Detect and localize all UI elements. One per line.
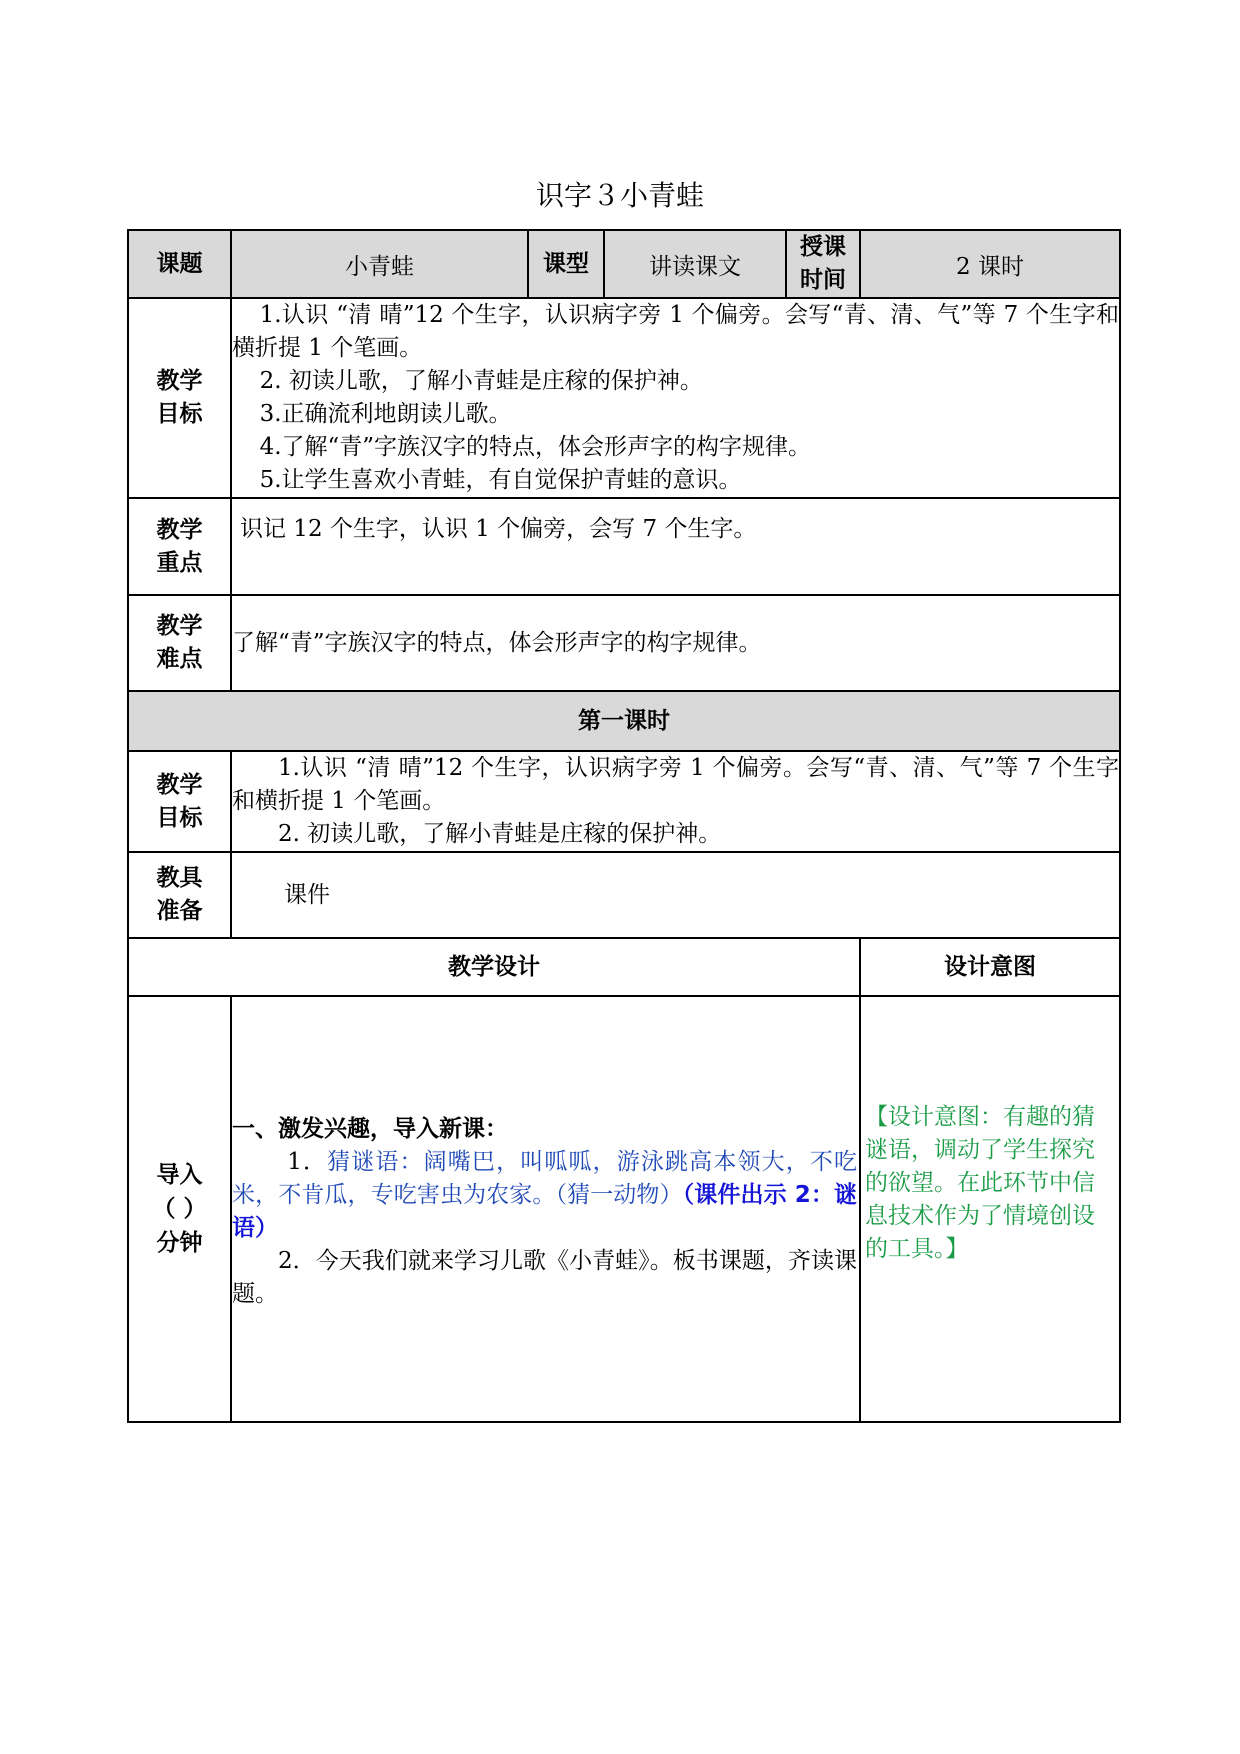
lesson-goals-content (231, 751, 1120, 852)
key-points-row (128, 498, 1120, 595)
difficulties-row (128, 595, 1120, 691)
tools-label-line2: 准备 (156, 898, 203, 924)
design-header: 教学设计 (128, 938, 860, 996)
goal-item: 1.认识 “清 晴”12 个生字，认识病字旁 1 个偏旁。会写“青、清、气”等 7 个生字和横折提 1 个笔画。 (232, 302, 1119, 361)
intro-row (128, 996, 1120, 1422)
intro-section-heading: 一、激发兴趣，导入新课： (232, 1116, 508, 1142)
tools-row (128, 852, 1120, 938)
time-label-line2: 时间 (800, 267, 846, 293)
intro-label-line3: 分钟 (156, 1230, 203, 1256)
lesson-goal-item: 1.认识 “清 晴”12 个生字，认识病字旁 1 个偏旁。会写“青、清、气”等 7 个生字和横折提 1 个笔画。 (232, 755, 1119, 814)
lesson-goals-row (128, 751, 1120, 852)
difficulties-label-line1: 教学 (156, 613, 203, 639)
key-points-text: 识记 12 个生字，认识 1 个偏旁，会写 7 个生字。 (231, 498, 1120, 595)
goals-label (128, 298, 231, 498)
difficulties-text: 了解“青”字族汉字的特点，体会形声字的构字规律。 (231, 595, 1120, 691)
goals-content (231, 298, 1120, 498)
topic-value: 小青蛙 (231, 230, 528, 298)
tools-label-line1: 教具 (156, 865, 203, 891)
lesson-goal-item: 2. 初读儿歌，了解小青蛙是庄稼的保护神。 (278, 821, 722, 847)
type-value: 讲读课文 (604, 230, 786, 298)
time-label-line1: 授课 (800, 234, 846, 260)
intro-label-line2: （ ） (152, 1196, 207, 1222)
riddle-item (232, 1146, 857, 1245)
intro-content (231, 996, 860, 1422)
goals-row (128, 298, 1120, 498)
goal-item: 2. 初读儿歌，了解小青蛙是庄稼的保护神。 (259, 368, 703, 394)
key-points-label-line2: 重点 (156, 549, 203, 576)
goal-item: 5.让学生喜欢小青蛙，有自觉保护青蛙的意识。 (259, 467, 742, 493)
document-title: 识字３小青蛙 (535, 179, 704, 212)
key-points-label-line1: 教学 (156, 516, 203, 543)
lesson-goals-label-line2: 目标 (156, 804, 203, 831)
riddle-text: 猜谜语：阔嘴巴，叫呱呱，游泳跳高本领大，不吃米，不肯瓜，专吃害虫为农家。（猜一动物） (232, 1149, 858, 1208)
tools-label (128, 852, 231, 938)
difficulties-label (128, 595, 231, 691)
goal-item: 3.正确流利地朗读儿歌。 (259, 401, 512, 427)
intro-item-2: 2．今天我们就来学习儿歌《小青蛙》。板书课题，齐读课题。 (232, 1248, 857, 1307)
design-header-row (128, 938, 1120, 996)
lesson-plan-table (127, 229, 1121, 1423)
goals-label-line1: 教学 (156, 368, 203, 394)
intro-label-line1: 导入 (156, 1162, 203, 1188)
intro-label (128, 996, 231, 1422)
type-label: 课型 (528, 230, 604, 298)
tools-value: 课件 (231, 852, 1120, 938)
lesson-one-heading: 第一课时 (128, 691, 1120, 751)
lesson-goals-label (128, 751, 231, 852)
lesson-goals-label-line1: 教学 (156, 771, 203, 798)
goal-item: 4.了解“青”字族汉字的特点，体会形声字的构字规律。 (259, 434, 812, 460)
intent-header: 设计意图 (860, 938, 1120, 996)
courseware-note: （课件出示 2：谜语） (232, 1182, 858, 1241)
time-value: 2 课时 (860, 230, 1120, 298)
key-points-label (128, 498, 231, 595)
topic-label: 课题 (128, 230, 231, 298)
design-intent: 【设计意图：有趣的猜谜语，调动了学生探究的欲望。在此环节中信息技术作为了情境创设的工具。】 (860, 996, 1120, 1422)
header-row (128, 230, 1120, 298)
riddle-prefix: 1． (287, 1149, 328, 1175)
difficulties-label-line2: 难点 (156, 646, 203, 672)
goals-label-line2: 目标 (156, 401, 203, 427)
lesson-one-heading-row (128, 691, 1120, 751)
time-label (786, 230, 860, 298)
